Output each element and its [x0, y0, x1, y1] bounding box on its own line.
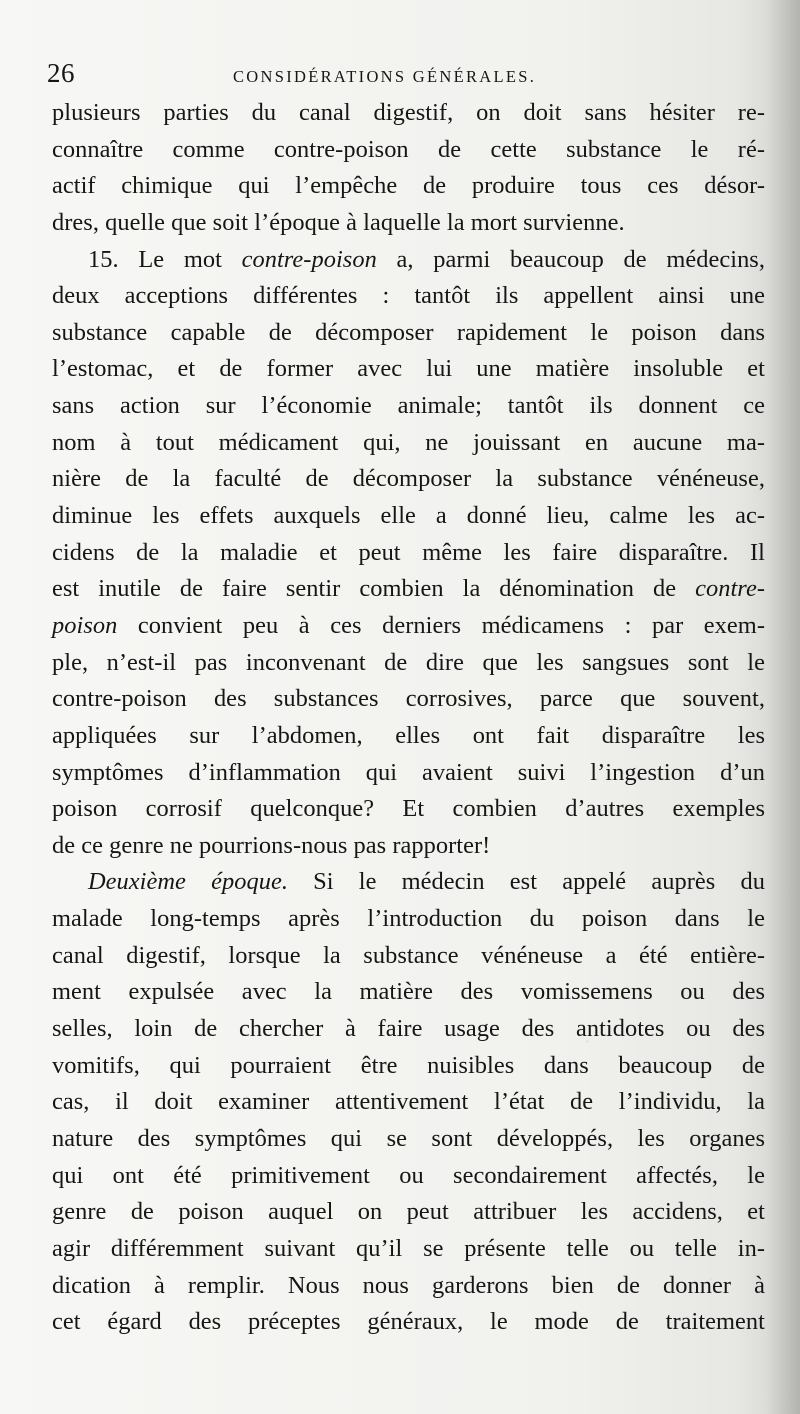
italic-term: contre-: [695, 575, 765, 603]
text-line: substance capable de décomposer rapidement le poison dans: [52, 318, 765, 346]
text-line: de ce genre ne pourrions-nous pas rapporter!: [52, 831, 491, 859]
text-line: diminue les effets auxquels elle a donné lieu, calme les ac-: [52, 502, 765, 530]
line-suffix: convient peu à ces derniers médicamens : par exem-: [117, 611, 765, 639]
italic-term: contre-poison: [241, 245, 377, 273]
line-suffix: a, parmi beaucoup de médecins,: [376, 245, 765, 273]
page-header: [47, 58, 767, 92]
page-edge-shadow: [766, 0, 800, 1414]
text-line: canal digestif, lorsque la substance vénéneuse a été entière-: [52, 941, 765, 969]
text-line: sans action sur l’économie animale; tantôt ils donnent ce: [52, 392, 765, 420]
line-prefix: 15. Le mot: [88, 245, 242, 273]
text-line: connaître comme contre-poison de cette substance le ré-: [52, 135, 765, 163]
text-line: genre de poison auquel on peut attribuer les accidens, et: [52, 1198, 765, 1226]
text-line: ment expulsée avec la matière des vomissemens ou des: [52, 978, 765, 1006]
text-line-with-italic: [52, 571, 765, 608]
second-period-opening-line: [52, 864, 765, 901]
text-line: contre-poison des substances corrosives, parce que souvent,: [52, 685, 765, 713]
text-line: cas, il doit examiner attentivement l’état de l’individu, la: [52, 1088, 765, 1116]
italic-term: poison: [52, 611, 118, 639]
paragraph-15-opening-line: [52, 242, 765, 279]
text-line: nature des symptômes qui se sont développés, les organes: [52, 1124, 765, 1152]
text-line: poison corrosif quelconque? Et combien d’autres exemples: [52, 795, 765, 823]
body-text: [52, 95, 765, 1341]
text-line: plusieurs parties du canal digestif, on doit sans hésiter re-: [52, 99, 765, 126]
text-line: selles, loin de chercher à faire usage des antidotes ou des: [52, 1015, 765, 1043]
text-line: qui ont été primitivement ou secondairement affectés, le: [52, 1161, 765, 1189]
text-line: agir différemment suivant qu’il se présente telle ou telle in-: [52, 1234, 765, 1262]
text-line: l’estomac, et de former avec lui une matière insoluble et: [52, 355, 765, 383]
page-number: 26: [47, 58, 75, 88]
line-prefix: est inutile de faire sentir combien la dénomination de: [52, 575, 696, 603]
line-suffix: Si le médecin est appelé auprès du: [287, 868, 765, 896]
text-line: malade long-temps après l’introduction du poison dans le: [52, 905, 765, 933]
running-title: CONSIDÉRATIONS GÉNÉRALES.: [233, 67, 537, 86]
text-line: actif chimique qui l’empêche de produire tous ces désor-: [52, 172, 765, 200]
text-line: vomitifs, qui pourraient être nuisibles dans beaucoup de: [52, 1051, 765, 1079]
text-line: nière de la faculté de décomposer la substance vénéneuse,: [52, 465, 765, 493]
text-line: dication à remplir. Nous nous garderons bien de donner à: [52, 1271, 765, 1299]
italic-heading: Deuxième époque.: [88, 868, 288, 896]
text-line: appliquées sur l’abdomen, elles ont fait disparaître les: [52, 721, 765, 749]
text-line: symptômes d’inflammation qui avaient suivi l’ingestion d’un: [52, 758, 765, 786]
text-line: ple, n’est-il pas inconvenant de dire que les sangsues sont le: [52, 648, 765, 676]
text-line: cidens de la maladie et peut même les faire disparaître. Il: [52, 538, 765, 566]
text-line-with-italic: [52, 608, 765, 645]
text-line: dres, quelle que soit l’époque à laquelle la mort survienne.: [52, 208, 625, 236]
text-line: nom à tout médicament qui, ne jouissant en aucune ma-: [52, 428, 765, 456]
text-line: deux acceptions différentes : tantôt ils appellent ainsi une: [52, 282, 765, 310]
text-line: cet égard des préceptes généraux, le mode de traitement: [52, 1308, 765, 1336]
